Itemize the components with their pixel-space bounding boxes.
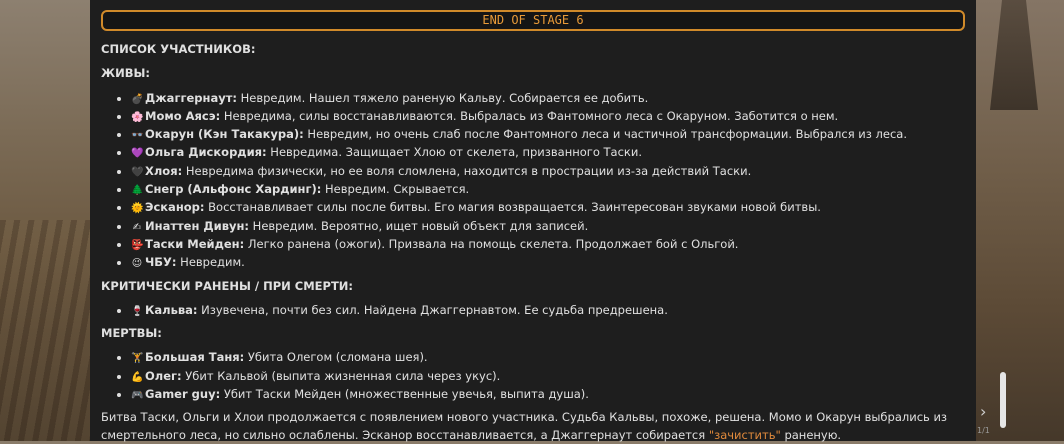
list-item (131, 386, 969, 404)
wine-glass-icon: 🍷 (131, 305, 144, 317)
participant-status: Невредим. Нашел тяжело раненую Кальву. Собирается ее добить. (236, 90, 649, 105)
dead-heading: МЕРТВЫ: (101, 326, 162, 341)
list-item (131, 199, 969, 217)
summary-quote: "зачистить" (708, 427, 781, 442)
participant-status: Невредима физически, но ее воля сломлена, находится в прострации из-за действий Таски. (182, 163, 752, 178)
participant-status: Убита Олегом (сломана шея). (244, 350, 428, 365)
black-heart-icon: 🖤 (131, 166, 144, 178)
glasses-icon: 👓 (131, 130, 144, 142)
participant-name: Снегр (Альфонс Хардинг): (145, 182, 322, 197)
list-item (131, 368, 969, 386)
list-item (131, 302, 969, 320)
critical-list (101, 302, 969, 320)
participant-name: Большая Таня: (145, 350, 245, 365)
critical-heading: КРИТИЧЕСКИ РАНЕНЫ / ПРИ СМЕРТИ: (101, 278, 354, 293)
participant-status: Невредим. (176, 255, 245, 270)
list-item (131, 218, 969, 236)
list-item (131, 349, 969, 367)
scrollbar-thumb[interactable] (1000, 372, 1006, 428)
participant-name: Олег: (145, 368, 182, 383)
participant-name: Кальва: (145, 302, 198, 317)
participant-status: Изувечена, почти без сил. Найдена Джаггернавтом. Ее судьба предрешена. (197, 302, 668, 317)
background-landscape-right (974, 0, 1064, 441)
alive-heading: ЖИВЫ: (101, 66, 150, 81)
list-item (131, 254, 969, 272)
participant-name: Эсканор: (145, 200, 205, 215)
participant-name: Хлоя: (145, 163, 183, 178)
dead-list (101, 349, 969, 404)
list-item (131, 144, 969, 162)
participant-name: Ольга Дискордия: (145, 145, 267, 160)
participant-status: Невредим, но очень слаб после Фантомного леса и частичной трансформации. Выбрался из леса. (303, 127, 907, 142)
message-content (101, 41, 969, 444)
gamepad-icon: 🎮 (131, 390, 144, 402)
participant-name: Gamer guy: (145, 387, 221, 402)
participant-status: Невредима. Защищает Хлою от скелета, призванного Таски. (266, 145, 642, 160)
participant-name: ЧБУ: (145, 255, 177, 270)
alive-list (101, 90, 969, 273)
summary-text-end: раненую. (780, 427, 842, 442)
weightlifter-icon: 🏋 (131, 353, 144, 365)
participant-status: Легко ранена (ожоги). Призвала на помощь скелета. Продолжает бой с Ольгой. (244, 236, 739, 251)
tree-icon: 🌲 (131, 185, 144, 197)
participant-name: Джаггернаут: (145, 90, 237, 105)
writing-hand-icon: ✍ (132, 221, 142, 233)
chat-message-panel (90, 0, 976, 441)
purple-heart-icon: 💜 (131, 148, 144, 160)
winking-face-icon: 😉 (131, 258, 143, 270)
summary-paragraph (101, 409, 969, 444)
stage-banner: END OF STAGE 6 (101, 10, 965, 31)
list-item (131, 108, 969, 126)
sun-icon: 🌞 (131, 203, 144, 215)
blossom-icon: 🌸 (131, 111, 144, 123)
list-item (131, 90, 969, 108)
bomb-icon: 💣 (131, 93, 144, 105)
list-item (131, 126, 969, 144)
participant-status: Убит Таски Мейден (множественные увечья, выпита душа). (220, 387, 589, 402)
participants-heading: СПИСОК УЧАСТНИКОВ: (101, 42, 256, 56)
summary-text: Битва Таски, Ольги и Хлои продолжается с появлением нового участника. Судьба Кальвы, похоже, решена. Момо и Окарун выбрались из смертельного леса, но сильно ослаблены. Эсканор восстанавливается, а Джаггернаут собирается (101, 410, 948, 442)
participant-name: Инаттен Дивун: (145, 218, 250, 233)
list-item (131, 236, 969, 254)
participant-status: Невредима, силы восстанавливаются. Выбралась из Фантомного леса с Окаруном. Заботится о нем. (220, 108, 839, 123)
participant-status: Невредим. Скрывается. (321, 182, 470, 197)
participant-name: Момо Аясэ: (145, 108, 221, 123)
list-item (131, 163, 969, 181)
background-landscape-left (0, 0, 90, 441)
participant-name: Окарун (Кэн Такакура): (145, 127, 304, 142)
list-item (131, 181, 969, 199)
participant-status: Убит Кальвой (выпита жизненная сила через укус). (181, 368, 501, 383)
participant-name: Таски Мейден: (145, 236, 245, 251)
participant-status: Восстанавливает силы после битвы. Его магия возвращается. Заинтересован звуками новой битвы. (204, 200, 821, 215)
goblin-mask-icon: 👺 (131, 239, 144, 251)
page-counter: 1/1 (977, 426, 990, 435)
chevron-right-icon[interactable]: › (980, 402, 987, 421)
flexed-biceps-icon: 💪 (131, 371, 144, 383)
participant-status: Невредим. Вероятно, ищет новый объект для записей. (249, 218, 589, 233)
